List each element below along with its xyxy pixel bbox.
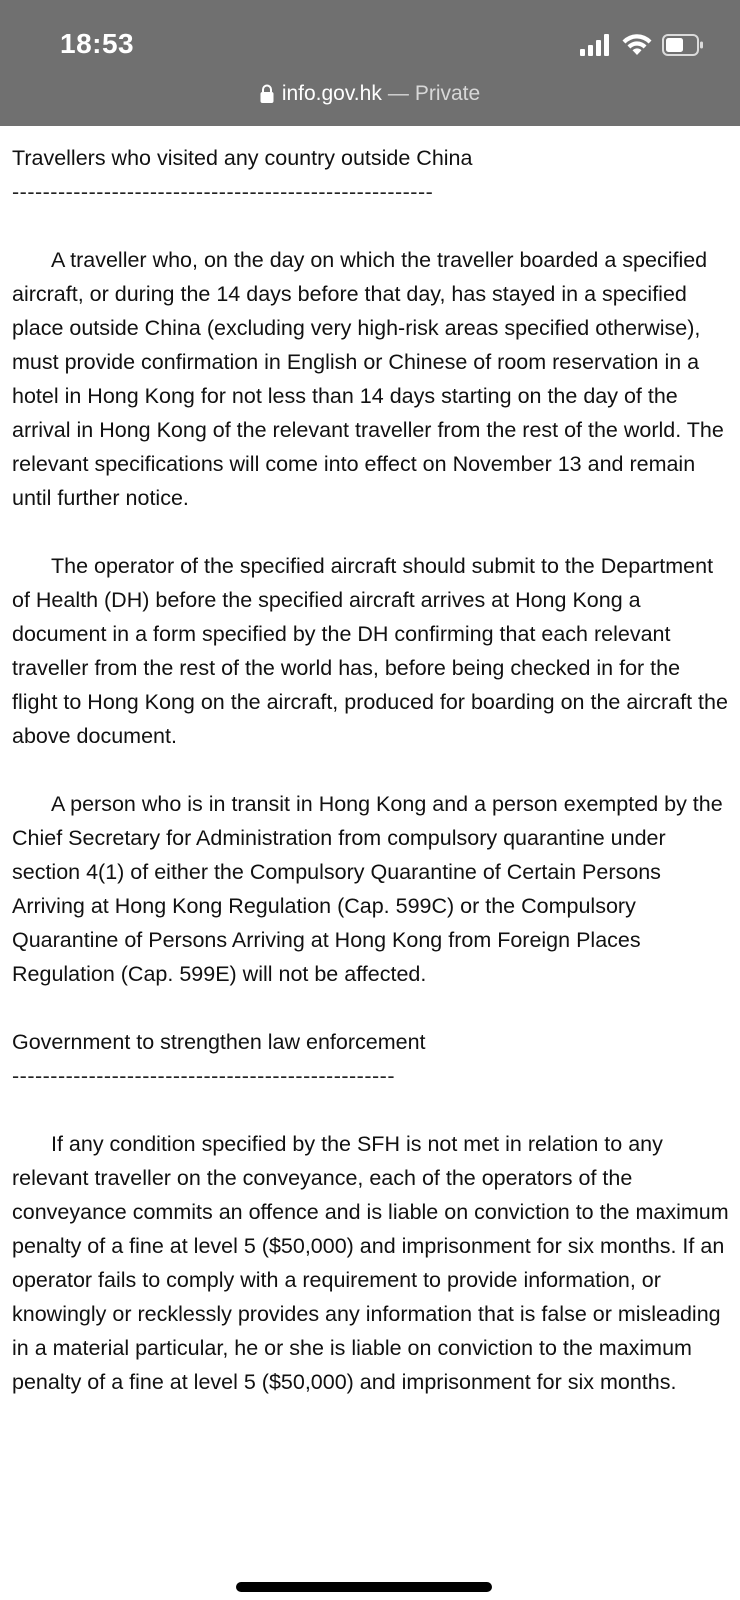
url-separator: — <box>387 82 409 105</box>
section-heading: Travellers who visited any country outside China <box>12 146 473 170</box>
paragraph: If any condition specified by the SFH is not met in relation to any relevant traveller on the conveyance, each of the operators of the conveyance commits an offence and is liable on conviction to the maximum penalty of a fine at level 5 ($50,000) and imprisonment for six months. If an operator fails to comply with a requirement to provide information, or knowingly or recklessly provides any information that is false or misleading in a material particular, he or she is liable on conviction to the maximum penalty of a fine at level 5 ($50,000) and imprisonment for six months. <box>12 1132 729 1394</box>
section-divider: ------------------------------------------------------- <box>12 180 434 204</box>
url-domain[interactable]: info.gov.hk <box>281 82 382 105</box>
section-divider: -------------------------------------------------- <box>12 1064 395 1088</box>
paragraph: The operator of the specified aircraft should submit to the Department of Health (DH) before the specified aircraft arrives at Hong Kong a document in a form specified by the DH confirming that each relevant traveller from the rest of the world has, before being checked in for the flight to Hong Kong on the aircraft, produced for boarding on the aircraft the above document. <box>12 554 728 748</box>
home-indicator[interactable] <box>236 1582 492 1592</box>
status-time: 18:53 <box>60 28 135 59</box>
paragraph: A person who is in transit in Hong Kong and a person exempted by the Chief Secretary for Administration from compulsory quarantine under section 4(1) of either the Compulsory Quarantine of Certain Persons Arriving at Hong Kong Regulation (Cap. 599C) or the Compulsory Quarantine of Persons Arriving at Hong Kong from Foreign Places Regulation (Cap. 599E) will not be affected. <box>12 792 723 986</box>
status-icons <box>580 34 704 56</box>
address-bar[interactable] <box>0 82 740 106</box>
paragraph: A traveller who, on the day on which the traveller boarded a specified aircraft, or during the 14 days before that day, has stayed in a specified place outside China (excluding very high-risk areas specified otherwise), must provide confirmation in English or Chinese of room reservation in a hotel in Hong Kong for not less than 14 days starting on the day of the arrival in Hong Kong of the relevant traveller from the rest of the world. The relevant specifications will come into effect on November 13 and remain until further notice. <box>12 248 724 510</box>
cellular-signal-icon <box>580 34 612 56</box>
battery-icon <box>662 34 704 56</box>
article-content <box>12 141 730 1433</box>
wifi-icon <box>622 34 652 56</box>
status-bar <box>0 0 740 126</box>
lock-icon <box>260 84 274 104</box>
private-mode-label: Private <box>414 82 481 105</box>
section-heading: Government to strengthen law enforcement <box>12 1030 426 1054</box>
